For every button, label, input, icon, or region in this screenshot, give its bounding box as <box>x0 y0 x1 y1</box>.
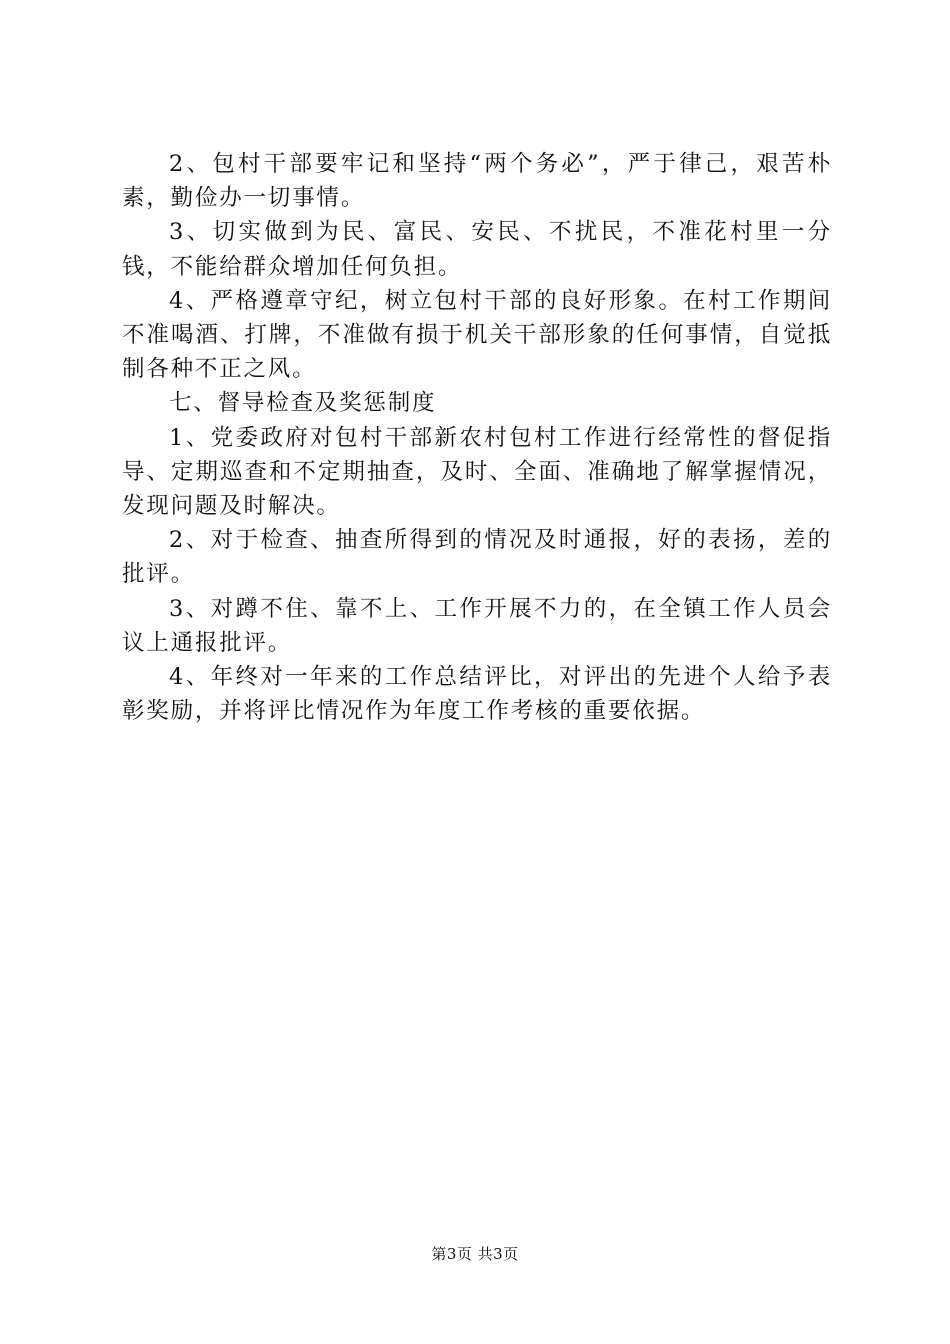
paragraph-supervision-3: 3、对蹲不住、靠不上、工作开展不力的，在全镇工作人员会议上通报批评。 <box>122 595 832 656</box>
paragraph-supervision-1: 1、党委政府对包村干部新农村包村工作进行经常性的督促指导、定期巡查和不定期抽查，及时、全面、准确地了解掌握情况，发现问题及时解决。 <box>122 424 832 520</box>
document-body <box>122 147 832 728</box>
paragraph-supervision-2: 2、对于检查、抽查所得到的情况及时通报，好的表扬，差的批评。 <box>122 527 832 588</box>
paragraph-item-3: 3、切实做到为民、富民、安民、不扰民，不准花村里一分钱，不能给群众增加任何负担。 <box>122 219 832 280</box>
paragraph-item-2: 2、包村干部要牢记和坚持“两个务必”，严于律己，艰苦朴素，勤俭办一切事情。 <box>122 151 832 212</box>
paragraph-item-4: 4、严格遵章守纪，树立包村干部的良好形象。在村工作期间不准喝酒、打牌，不准做有损于机关干部形象的任何事情，自觉抵制各种不正之风。 <box>122 287 832 383</box>
page-number-footer: 第3页 共3页 <box>431 1245 519 1263</box>
section-heading-7: 七、督导检查及奖惩制度 <box>169 390 437 417</box>
paragraph-supervision-4: 4、年终对一年来的工作总结评比，对评出的先进个人给予表彰奖励，并将评比情况作为年度工作考核的重要依据。 <box>122 664 832 725</box>
